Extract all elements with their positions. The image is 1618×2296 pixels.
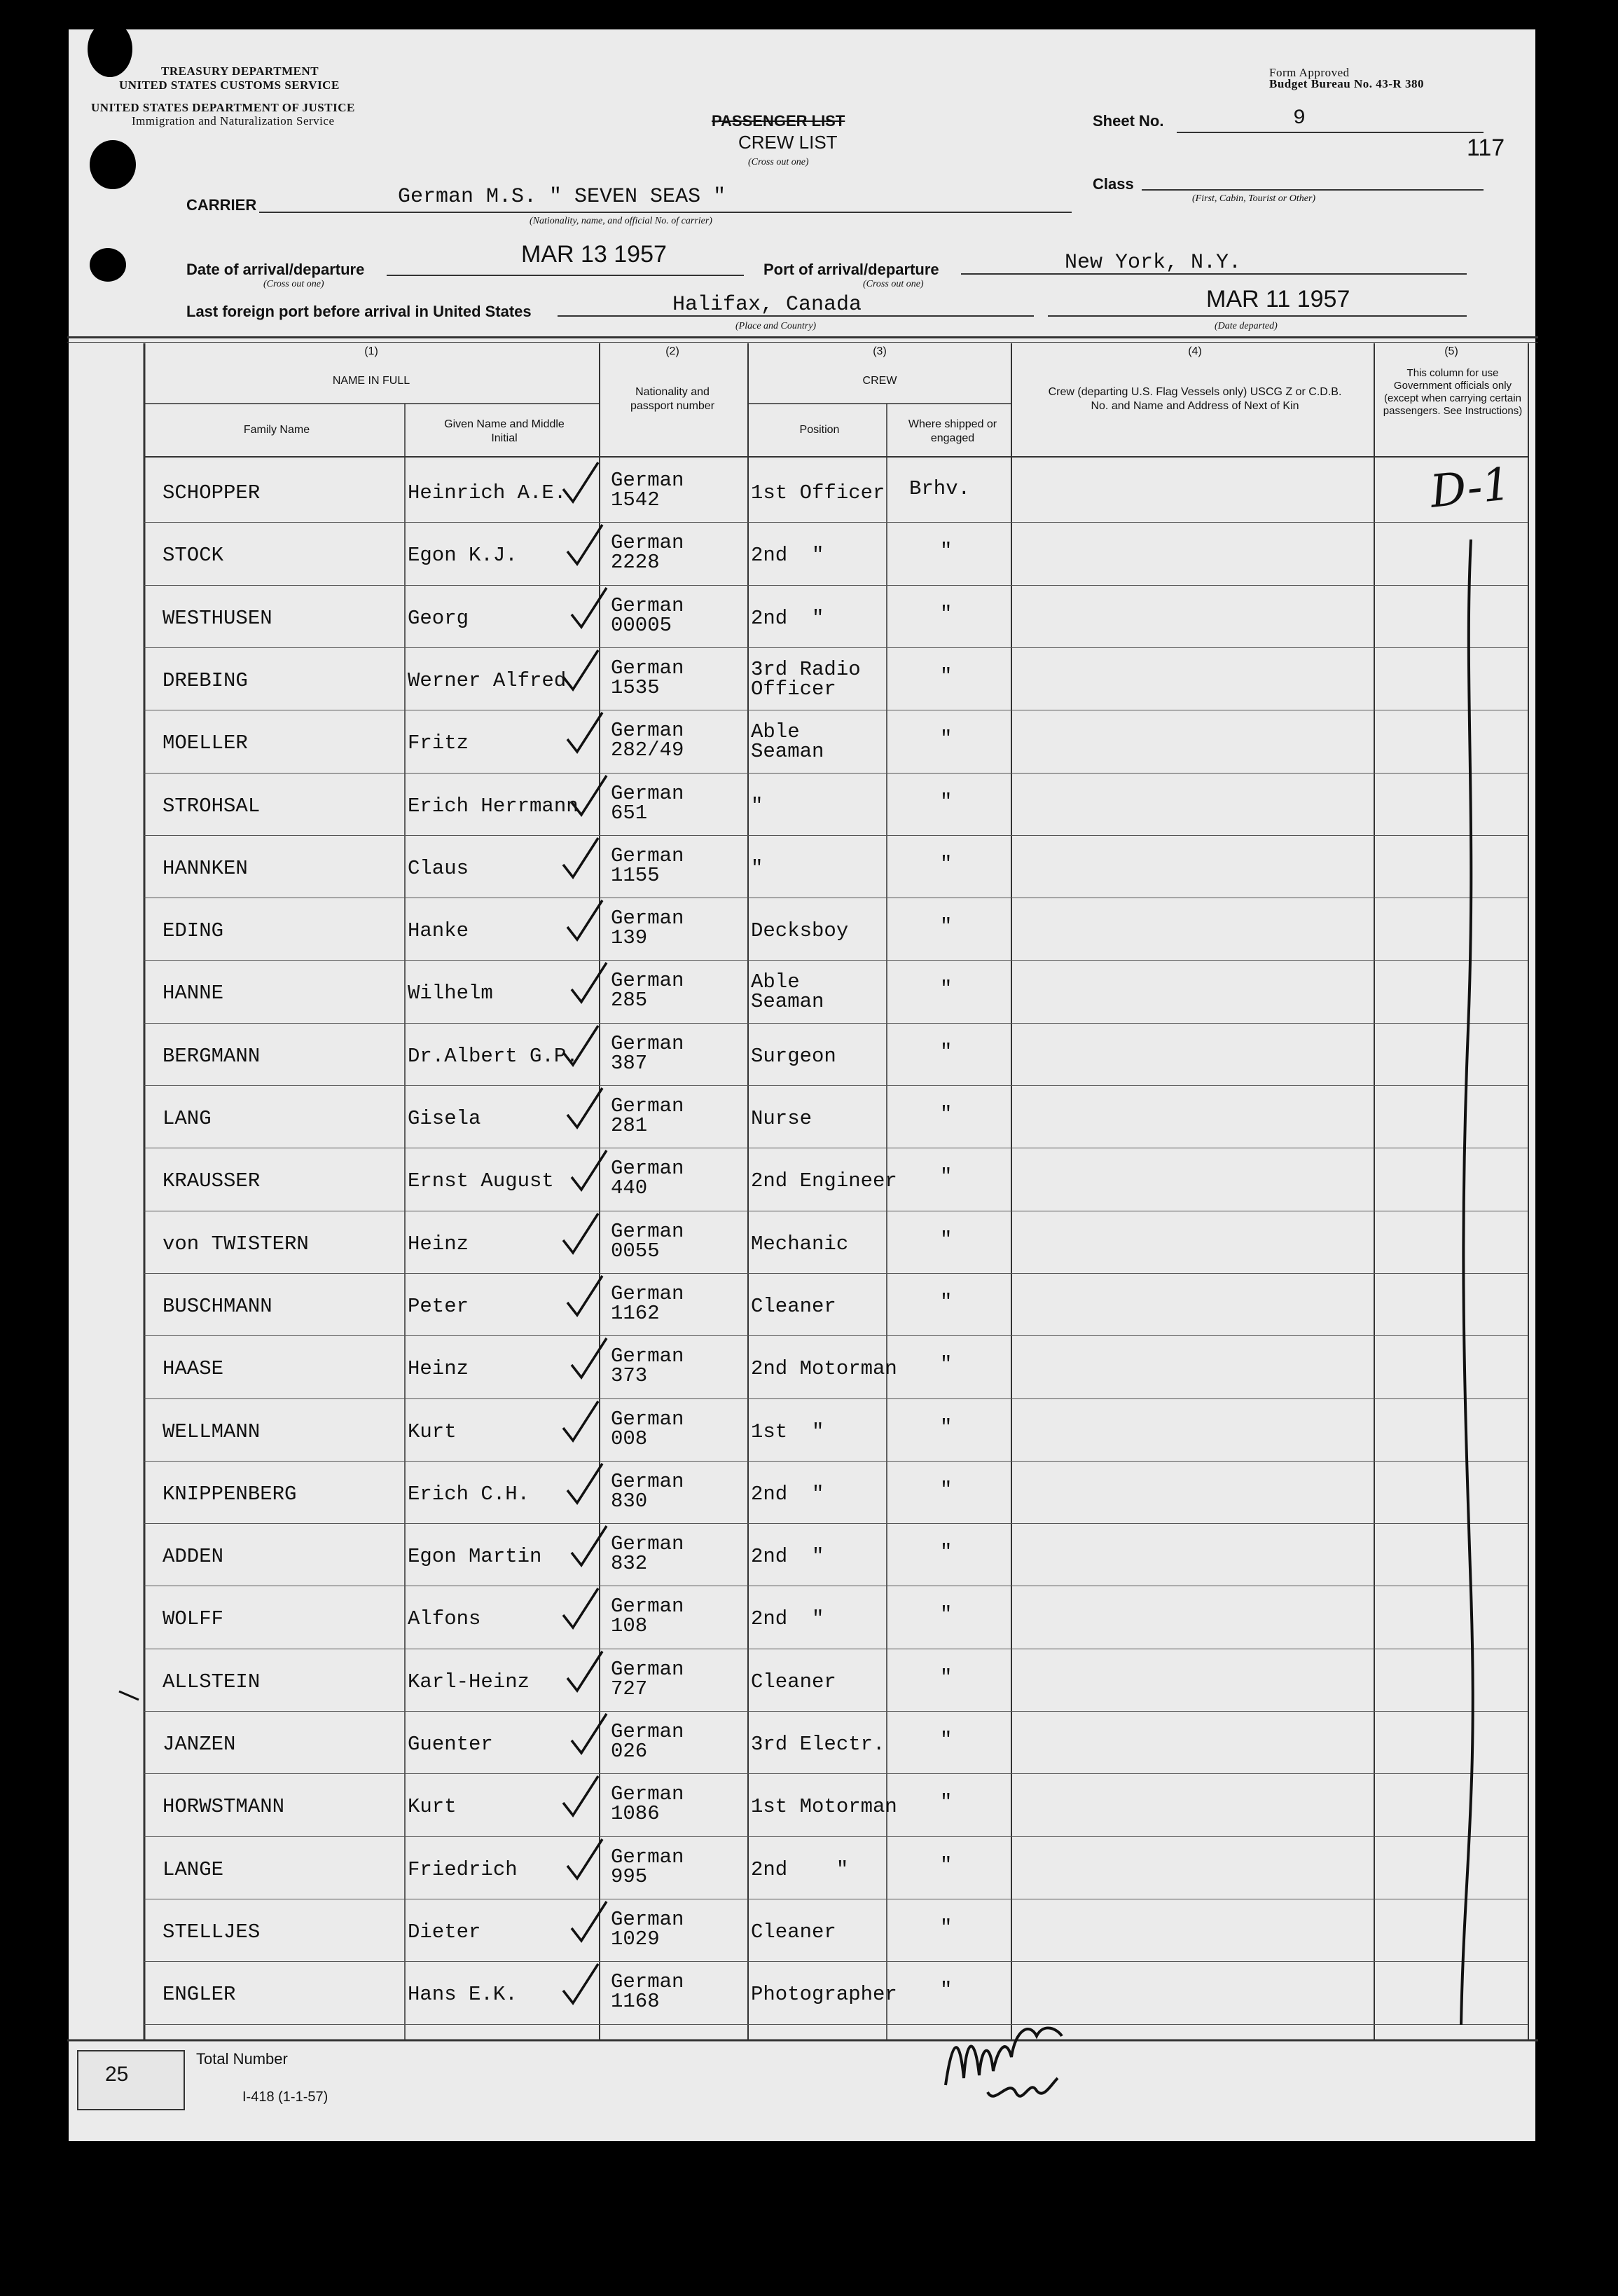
nationality: German	[611, 1845, 684, 1869]
sheet-label: Sheet No.	[1093, 112, 1164, 130]
class-hint: (First, Cabin, Tourist or Other)	[1192, 193, 1316, 204]
budget-bureau: Budget Bureau No. 43-R 380	[1269, 77, 1424, 90]
where-shipped: "	[940, 852, 953, 876]
passport-number: 281	[611, 1114, 648, 1137]
position: Surgeon	[751, 1044, 836, 1068]
passport-number: 2228	[611, 551, 660, 575]
row-rule	[144, 1085, 1528, 1086]
position: Nurse	[751, 1107, 813, 1130]
nationality: German	[611, 1907, 684, 1931]
check-mark	[569, 1335, 611, 1384]
col1-title: NAME IN FULL	[332, 375, 410, 387]
position: Cleaner	[751, 1670, 836, 1693]
given-name: Georg	[408, 606, 469, 630]
port-cross-hint: (Cross out one)	[863, 279, 924, 289]
check-mark	[560, 460, 602, 509]
row-rule	[144, 1961, 1528, 1962]
nationality: German	[611, 719, 684, 743]
family-name: DREBING	[163, 668, 248, 692]
check-mark	[560, 1023, 602, 1072]
check-mark	[569, 1711, 611, 1760]
position: Able	[751, 720, 800, 744]
nationality: German	[611, 1157, 684, 1181]
given-name: Heinz	[408, 1357, 469, 1381]
where-shipped: "	[940, 1728, 953, 1752]
where-shipped: "	[940, 1165, 953, 1189]
nationality: German	[611, 844, 684, 867]
nationality: German	[611, 1407, 684, 1431]
nationality: German	[611, 1720, 684, 1743]
passport-number: 727	[611, 1677, 648, 1700]
position: 3rd Electr.	[751, 1733, 885, 1756]
check-mark	[565, 1649, 607, 1698]
nationality: German	[611, 469, 684, 492]
family-name: HANNKEN	[163, 856, 248, 880]
position: 2nd "	[751, 1857, 849, 1881]
passport-number: 1086	[611, 1802, 660, 1826]
col5-title: This column for use Government officials only (except when carrying certain passengers. See Instructions)	[1383, 367, 1523, 417]
nationality: German	[611, 1595, 684, 1618]
nationality: German	[611, 1281, 684, 1305]
given-name: Kurt	[408, 1419, 457, 1443]
given-name: Heinz	[408, 1232, 469, 1256]
position: "	[751, 856, 763, 880]
position: Photographer	[751, 1983, 897, 2007]
check-mark	[565, 898, 607, 947]
crew-list-title: CREW LIST	[738, 132, 838, 153]
position: Cleaner	[751, 1294, 836, 1318]
class-label: Class	[1093, 175, 1134, 193]
position: 2nd "	[751, 1545, 824, 1569]
col-where-shipped: Where shipped or engaged	[908, 418, 997, 444]
total-count: 25	[105, 2063, 129, 2086]
agency-ins: Immigration and Naturalization Service	[132, 114, 335, 128]
passport-number: 995	[611, 1864, 648, 1888]
passport-number: 373	[611, 1364, 648, 1388]
position: 2nd "	[751, 1607, 824, 1631]
given-name: Friedrich	[408, 1857, 518, 1881]
family-name: LANG	[163, 1107, 212, 1130]
passport-number: 832	[611, 1552, 648, 1576]
row-rule	[144, 1273, 1528, 1274]
given-name: Guenter	[408, 1733, 493, 1756]
row-rule	[144, 2024, 1528, 2025]
passport-number: 282/49	[611, 738, 684, 762]
given-name: Karl-Heinz	[408, 1670, 530, 1693]
family-name: MOELLER	[163, 731, 248, 755]
check-mark	[560, 835, 602, 884]
check-mark	[565, 1273, 607, 1322]
position: Able	[751, 970, 800, 994]
position: 1st "	[751, 1419, 824, 1443]
position: 2nd Engineer	[751, 1169, 897, 1193]
passport-number: 651	[611, 801, 648, 825]
passport-number: 1155	[611, 863, 660, 887]
row-rule	[144, 1711, 1528, 1712]
where-shipped: "	[940, 1290, 953, 1314]
cross-out-hint: (Cross out one)	[748, 157, 809, 167]
passport-number: 1168	[611, 1990, 660, 2014]
given-name: Peter	[408, 1294, 469, 1318]
inspector-signature	[939, 2008, 1079, 2113]
check-mark	[565, 1085, 607, 1134]
col1-number: (1)	[364, 345, 378, 357]
row-rule	[144, 773, 1528, 774]
official-mark: D-1	[1427, 458, 1514, 518]
family-name: ALLSTEIN	[163, 1670, 261, 1693]
given-name: Hans E.K.	[408, 1983, 518, 2007]
family-name: JANZEN	[163, 1733, 236, 1756]
check-mark	[569, 1523, 611, 1572]
given-name: Alfons	[408, 1607, 481, 1631]
total-label: Total Number	[196, 2050, 288, 2068]
passport-number: 387	[611, 1051, 648, 1075]
margin-mark	[118, 1689, 146, 1703]
family-name: ENGLER	[163, 1983, 236, 2007]
position: Mechanic	[751, 1232, 849, 1256]
where-shipped: "	[940, 1853, 953, 1877]
sheet-number: 9	[1293, 106, 1306, 130]
passport-number: 285	[611, 989, 648, 1012]
position-line2: Seaman	[751, 740, 824, 764]
where-shipped: "	[940, 1478, 953, 1501]
family-name: WOLFF	[163, 1607, 224, 1631]
check-mark	[569, 773, 611, 822]
row-rule	[144, 585, 1528, 586]
family-name: ADDEN	[163, 1545, 224, 1569]
where-shipped: "	[940, 1353, 953, 1377]
where-shipped: "	[940, 1103, 953, 1126]
where-shipped: "	[940, 602, 953, 626]
given-name: Egon Martin	[408, 1545, 542, 1569]
nationality: German	[611, 1345, 684, 1368]
position: 2nd "	[751, 544, 824, 568]
family-name: WESTHUSEN	[163, 606, 272, 630]
nationality: German	[611, 593, 684, 617]
col4-title: Crew (departing U.S. Flag Vessels only) USCG Z or C.D.B. No. and Name and Address of Next of Kin	[1048, 386, 1342, 412]
agency-customs: UNITED STATES CUSTOMS SERVICE	[119, 78, 340, 92]
official-bracket-line	[1443, 539, 1485, 2032]
family-name: KRAUSSER	[163, 1169, 261, 1193]
col-given-name: Given Name and Middle Initial	[444, 418, 565, 444]
given-name: Kurt	[408, 1795, 457, 1819]
where-shipped: Brhv.	[909, 477, 971, 500]
family-name: HORWSTMANN	[163, 1795, 285, 1819]
given-name: Dieter	[408, 1920, 481, 1944]
check-mark	[560, 1398, 602, 1448]
family-name: von TWISTERN	[163, 1232, 309, 1256]
arrival-port: New York, N.Y.	[1065, 251, 1242, 275]
family-name: STELLJES	[163, 1920, 261, 1944]
where-shipped: "	[940, 664, 953, 688]
given-name: Heinrich A.E.	[408, 481, 567, 504]
family-name: BERGMANN	[163, 1044, 261, 1068]
check-mark	[565, 1461, 607, 1510]
check-mark	[565, 710, 607, 759]
nationality: German	[611, 1657, 684, 1681]
position: Decksboy	[751, 919, 849, 943]
nationality: German	[611, 1094, 684, 1118]
passport-number: 0055	[611, 1239, 660, 1263]
row-rule	[144, 522, 1528, 523]
nationality: German	[611, 1031, 684, 1055]
where-shipped: "	[940, 1791, 953, 1815]
where-shipped: "	[940, 1916, 953, 1939]
passport-number: 00005	[611, 613, 672, 637]
check-mark	[569, 1899, 611, 1948]
check-mark	[569, 1148, 611, 1197]
where-shipped: "	[940, 977, 953, 1001]
passport-number: 026	[611, 1740, 648, 1763]
nationality: German	[611, 531, 684, 555]
passport-number: 108	[611, 1614, 648, 1638]
passport-number: 1162	[611, 1301, 660, 1325]
given-name: Dr.Albert G.P.	[408, 1044, 579, 1068]
position: 2nd Motorman	[751, 1357, 897, 1381]
nationality: German	[611, 969, 684, 993]
given-name: Wilhelm	[408, 982, 493, 1005]
check-mark	[569, 585, 611, 634]
given-name: Erich C.H.	[408, 1482, 530, 1506]
check-mark	[565, 1836, 607, 1885]
check-mark	[560, 1586, 602, 1635]
given-name: Erich Herrmann	[408, 794, 579, 818]
nationality: German	[611, 1782, 684, 1806]
where-shipped: "	[940, 1541, 953, 1565]
row-rule	[144, 1398, 1528, 1399]
position: 1st Officer	[751, 481, 885, 504]
family-name: STOCK	[163, 544, 224, 568]
col3-number: (3)	[873, 345, 887, 357]
family-name: STROHSAL	[163, 794, 261, 818]
given-name: Gisela	[408, 1107, 481, 1130]
passport-number: 1535	[611, 675, 660, 699]
where-shipped: "	[940, 915, 953, 939]
family-name: LANGE	[163, 1857, 224, 1881]
position: "	[751, 794, 763, 818]
form-number: I-418 (1-1-57)	[242, 2089, 329, 2105]
passport-number: 440	[611, 1176, 648, 1200]
family-name: WELLMANN	[163, 1419, 261, 1443]
row-rule	[144, 835, 1528, 836]
page-number: 117	[1467, 135, 1505, 161]
given-name: Hanke	[408, 919, 469, 943]
position: 2nd "	[751, 606, 824, 630]
date-cross-hint: (Cross out one)	[263, 279, 324, 289]
departed-hint: (Date departed)	[1215, 321, 1278, 331]
arrival-date: MAR 13 1957	[521, 241, 667, 268]
row-rule	[144, 1773, 1528, 1774]
given-name: Fritz	[408, 731, 469, 755]
col2-title: Nationality and passport number	[630, 386, 715, 412]
check-mark	[560, 1211, 602, 1260]
where-shipped: "	[940, 1415, 953, 1439]
carrier-hint: (Nationality, name, and official No. of carrier)	[530, 216, 712, 226]
family-name: EDING	[163, 919, 224, 943]
family-name: HAASE	[163, 1357, 224, 1381]
last-port-value: Halifax, Canada	[672, 293, 862, 317]
given-name: Egon K.J.	[408, 544, 518, 568]
where-shipped: "	[940, 1603, 953, 1627]
row-rule	[144, 960, 1528, 961]
check-mark	[560, 1961, 602, 2010]
where-shipped: "	[940, 1040, 953, 1064]
family-name: SCHOPPER	[163, 481, 261, 504]
row-rule	[144, 1023, 1528, 1024]
col4-number: (4)	[1188, 345, 1202, 357]
where-shipped: "	[940, 539, 953, 563]
col3-title: CREW	[862, 375, 897, 387]
total-count-box	[77, 2050, 185, 2110]
position: Cleaner	[751, 1920, 836, 1944]
passport-number: 139	[611, 926, 648, 950]
nationality: German	[611, 781, 684, 805]
check-mark	[569, 960, 611, 1009]
where-shipped: "	[940, 1665, 953, 1689]
last-port-label: Last foreign port before arrival in United States	[186, 303, 532, 320]
check-mark	[565, 522, 607, 571]
nationality: German	[611, 1469, 684, 1493]
passport-number: 830	[611, 1489, 648, 1513]
departed-date: MAR 11 1957	[1206, 286, 1350, 312]
where-shipped: "	[940, 727, 953, 751]
passenger-list-struck: PASSENGER LIST	[712, 112, 845, 130]
col-position: Position	[799, 424, 840, 436]
position: 2nd "	[751, 1482, 824, 1506]
date-label: Date of arrival/departure	[186, 261, 365, 278]
given-name: Claus	[408, 856, 469, 880]
position-line2: Officer	[751, 677, 836, 701]
row-rule	[144, 1335, 1528, 1336]
carrier-label: CARRIER	[186, 196, 257, 214]
where-shipped: "	[940, 1228, 953, 1251]
passport-number: 1029	[611, 1927, 660, 1951]
nationality: German	[611, 656, 684, 680]
check-mark	[560, 647, 602, 696]
where-shipped: "	[940, 1979, 953, 2002]
last-port-hint: (Place and Country)	[735, 321, 817, 331]
col5-number: (5)	[1444, 345, 1458, 357]
nationality: German	[611, 907, 684, 930]
family-name: HANNE	[163, 982, 224, 1005]
row-rule	[144, 1461, 1528, 1462]
position: 1st Motorman	[751, 1795, 897, 1819]
family-name: BUSCHMANN	[163, 1294, 272, 1318]
row-rule	[144, 1523, 1528, 1524]
nationality: German	[611, 1532, 684, 1556]
position: 3rd Radio	[751, 657, 861, 681]
passport-number: 008	[611, 1427, 648, 1450]
carrier-value: German M.S. " SEVEN SEAS "	[398, 185, 726, 209]
agency-justice: UNITED STATES DEPARTMENT OF JUSTICE	[91, 101, 355, 114]
row-rule	[144, 1836, 1528, 1837]
col2-number: (2)	[665, 345, 679, 357]
agency-treasury: TREASURY DEPARTMENT	[161, 64, 319, 78]
form-approved: Form Approved	[1269, 66, 1350, 79]
family-name: KNIPPENBERG	[163, 1482, 297, 1506]
where-shipped: "	[940, 790, 953, 813]
nationality: German	[611, 1219, 684, 1243]
position-line2: Seaman	[751, 990, 824, 1014]
check-mark	[560, 1773, 602, 1822]
given-name: Ernst August	[408, 1169, 554, 1193]
passport-number: 1542	[611, 488, 660, 511]
col-family-name: Family Name	[243, 424, 310, 436]
given-name: Werner Alfred	[408, 668, 567, 692]
row-rule	[144, 647, 1528, 648]
nationality: German	[611, 1970, 684, 1994]
port-label: Port of arrival/departure	[763, 261, 939, 278]
